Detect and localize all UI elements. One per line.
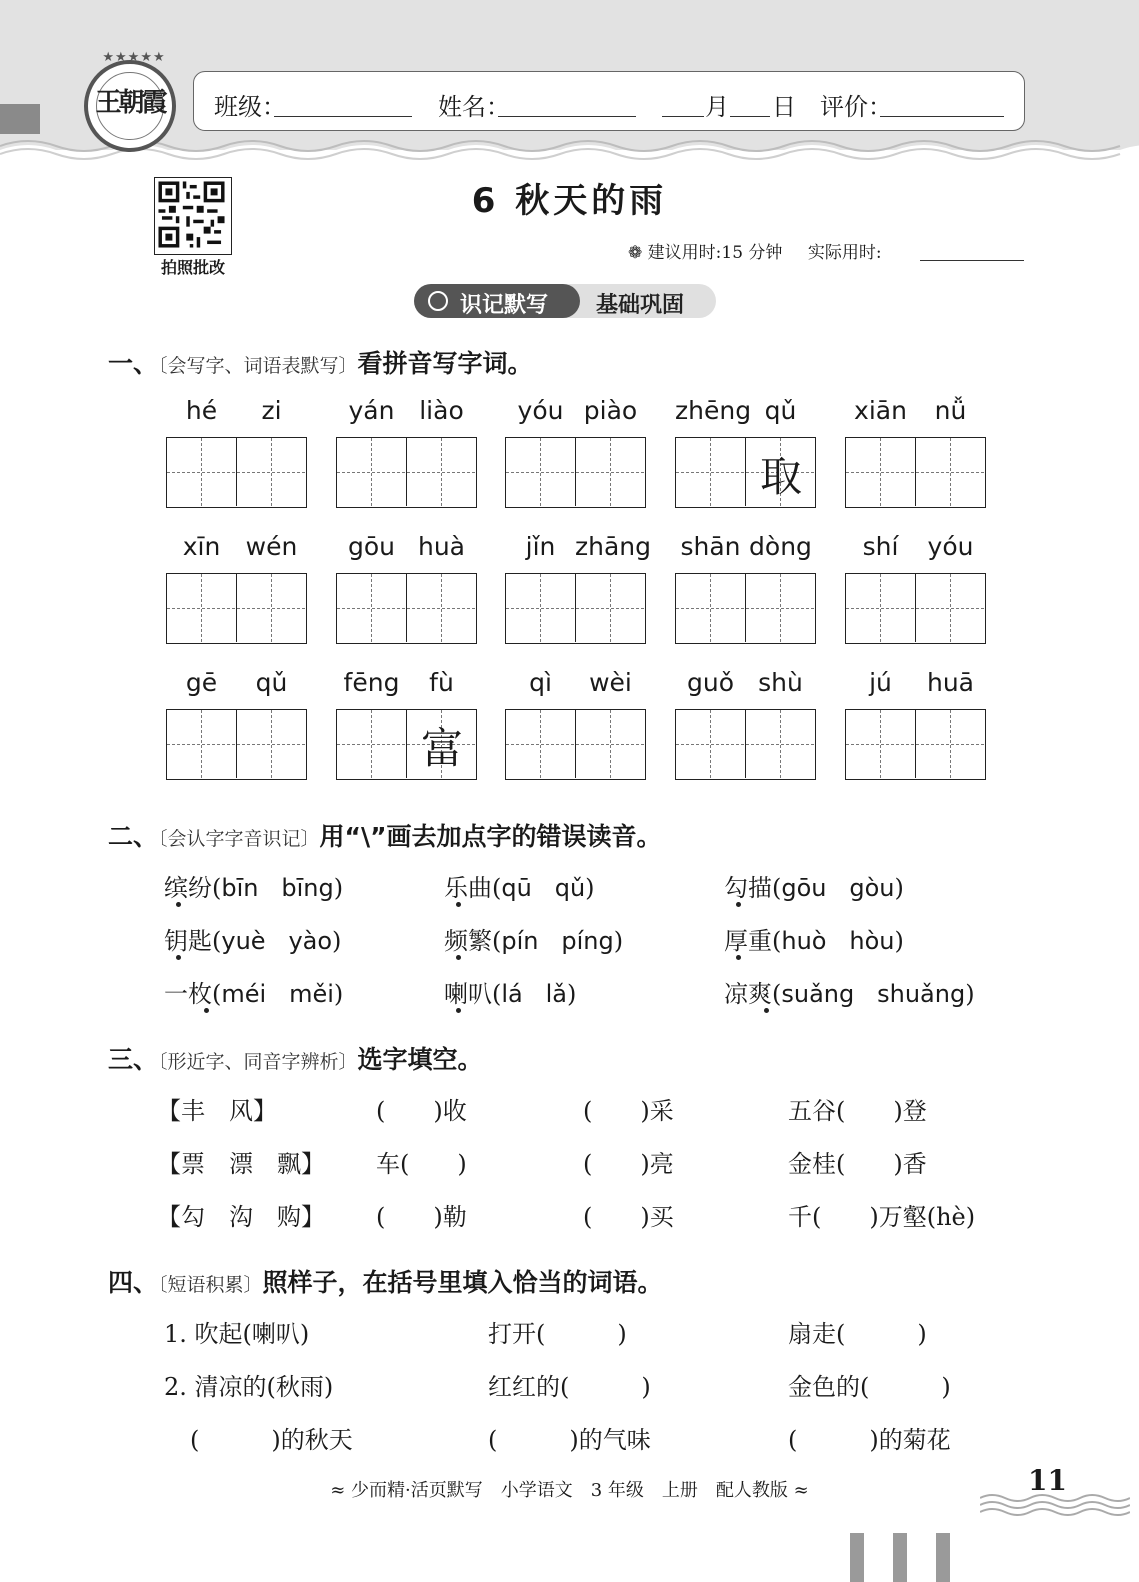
pronunciation-item — [724, 921, 904, 956]
pinyin-syllable: liào — [419, 396, 464, 425]
word-text: 缤纷( — [164, 874, 222, 902]
pinyin-syllable: huā — [926, 668, 974, 697]
pinyin-options[interactable]: bīn bīng — [221, 874, 334, 902]
pinyin-syllable: qì — [529, 668, 552, 697]
pinyin-syllable: gē — [185, 668, 218, 697]
pinyin-syllable: fēng — [343, 668, 400, 697]
box-character: 富 — [420, 724, 463, 773]
phrase-blank-item[interactable]: 打开( ) — [488, 1320, 627, 1348]
pinyin-syllable: jú — [869, 668, 892, 697]
word-text: 喇叭( — [444, 980, 502, 1008]
class-label: 班级： — [214, 93, 286, 121]
phrase-blank-item[interactable]: ( )的秋天 — [190, 1426, 353, 1454]
word-text: 频繁( — [444, 927, 502, 955]
pronunciation-item — [444, 868, 595, 903]
fill-blank-item[interactable]: ( )买 — [583, 1203, 674, 1231]
question-4-number: 四、 — [108, 1268, 159, 1297]
left-edge-marker — [0, 104, 40, 134]
box-guide-line — [676, 608, 814, 609]
tianzige-writing-box[interactable] — [505, 709, 646, 780]
tianzige-writing-box[interactable] — [166, 709, 307, 780]
medal-icon — [428, 291, 448, 311]
emphasis-dot — [204, 1008, 209, 1013]
lesson-title: 6 秋天的雨 — [471, 181, 668, 221]
name-field[interactable] — [498, 116, 636, 117]
tianzige-writing-box[interactable] — [166, 573, 307, 644]
box-guide-line — [167, 472, 305, 473]
page-number: 11 — [1028, 1464, 1067, 1497]
pronunciation-item — [164, 868, 343, 903]
fill-blank-item[interactable]: 金桂( )香 — [788, 1150, 927, 1178]
month-label: 月 — [705, 93, 729, 121]
tianzige-writing-box[interactable] — [675, 437, 816, 508]
pinyin-options[interactable]: qū qǔ — [501, 874, 586, 902]
pronunciation-item — [164, 921, 341, 956]
emphasis-dot — [456, 1008, 461, 1013]
footer-wave-decoration — [980, 1490, 1130, 1520]
month-field[interactable] — [662, 116, 704, 117]
phrase-blank-item[interactable]: ( )的气味 — [488, 1426, 651, 1454]
question-4-tag: 〔短语积累〕 — [158, 1274, 263, 1296]
emphasis-dot — [764, 1008, 769, 1013]
pinyin-syllable: guǒ — [686, 668, 734, 697]
question-4-text: 照样子，在括号里填入恰当的词语。 — [262, 1268, 663, 1297]
closing-paren: ) — [585, 874, 595, 902]
pronunciation-item — [724, 974, 975, 1009]
day-label: 日 — [772, 93, 796, 121]
closing-paren: ) — [965, 980, 975, 1008]
box-guide-line — [167, 608, 305, 609]
pinyin-syllable: wén — [245, 532, 298, 561]
emphasis-dot — [456, 955, 461, 960]
emphasis-dot — [736, 902, 741, 907]
question-1-text: 看拼音写字词。 — [357, 349, 533, 378]
tianzige-writing-box[interactable] — [336, 573, 477, 644]
seal-stars: ★★★★★ — [102, 50, 166, 65]
actual-time-field[interactable] — [920, 260, 1024, 261]
question-3-number: 三、 — [108, 1045, 159, 1074]
pinyin-syllable: fù — [429, 668, 454, 697]
brand-seal-logo — [84, 50, 176, 152]
pinyin-syllable: shān — [680, 532, 741, 561]
closing-paren: ) — [894, 874, 904, 902]
tianzige-writing-box[interactable] — [845, 709, 986, 780]
box-guide-line — [846, 744, 984, 745]
pinyin-options[interactable]: lá lǎ — [501, 980, 568, 1008]
day-field[interactable] — [730, 116, 770, 117]
box-guide-line — [337, 608, 475, 609]
tianzige-writing-box[interactable] — [675, 709, 816, 780]
class-field[interactable] — [274, 116, 412, 117]
question-3-text: 选字填空。 — [357, 1045, 483, 1074]
example-phrase: 1. 吹起(喇叭) — [164, 1320, 310, 1348]
section-pill-dark-label: 识记默写 — [460, 293, 549, 318]
closing-paren: ) — [332, 927, 342, 955]
pinyin-syllable: dòng — [749, 532, 812, 561]
phrase-blank-item[interactable]: 金色的( ) — [788, 1373, 951, 1401]
closing-paren: ) — [333, 980, 344, 1008]
evaluation-label: 评价： — [820, 93, 892, 121]
fill-blank-item[interactable]: ( )勒 — [376, 1203, 467, 1231]
pinyin-syllable: xiān — [854, 396, 907, 425]
character-choice-group: 【勾 沟 购】 — [157, 1203, 325, 1231]
box-character: 取 — [759, 452, 802, 501]
question-2-tag: 〔会认字字音识记〕 — [158, 828, 320, 850]
section-pill — [414, 284, 716, 318]
pinyin-syllable: zhāng — [575, 532, 652, 561]
word-text: 勾描( — [724, 874, 782, 902]
question-4-heading — [108, 1263, 663, 1299]
evaluation-field[interactable] — [880, 116, 1004, 117]
question-2-text: 用“\”画去加点字的错误读音。 — [319, 822, 662, 851]
pinyin-syllable: hé — [185, 396, 218, 425]
example-phrase: 2. 清凉的(秋雨) — [164, 1373, 334, 1401]
pinyin-options[interactable]: huò hòu — [781, 927, 895, 955]
emphasis-dot — [736, 955, 741, 960]
character-choice-group: 【票 漂 飘】 — [157, 1150, 325, 1178]
tianzige-writing-box[interactable] — [505, 573, 646, 644]
tianzige-writing-box[interactable] — [166, 437, 307, 508]
tianzige-writing-box[interactable] — [845, 573, 986, 644]
pinyin-options[interactable]: suǎng shuǎng — [781, 980, 966, 1008]
fill-blank-item[interactable]: ( )采 — [583, 1097, 674, 1125]
tianzige-writing-box[interactable] — [336, 437, 477, 508]
word-text: 钥匙( — [164, 927, 222, 955]
section-pill-light-label: 基础巩固 — [596, 293, 685, 318]
pinyin-syllable: shù — [758, 668, 803, 697]
pinyin-syllable: gōu — [347, 532, 395, 561]
tianzige-writing-box[interactable] — [336, 709, 477, 780]
pinyin-syllable: yóu — [927, 532, 974, 561]
footer-bar — [850, 1533, 864, 1582]
tianzige-writing-box[interactable] — [675, 573, 816, 644]
pronunciation-item — [164, 974, 343, 1009]
question-3-tag: 〔形近字、同音字辨析〕 — [158, 1051, 358, 1073]
actual-time-label: 实际用时: — [807, 243, 882, 263]
question-2-number: 二、 — [108, 822, 159, 851]
box-guide-line — [676, 744, 814, 745]
question-2-heading — [108, 817, 662, 853]
question-1-number: 一、 — [108, 349, 159, 378]
character-choice-group: 【丰 风】 — [157, 1097, 277, 1125]
box-guide-line — [846, 472, 984, 473]
fill-blank-item[interactable]: 车( ) — [376, 1150, 467, 1178]
box-guide-line — [506, 744, 644, 745]
question-1-heading — [108, 344, 533, 380]
word-text: 一枚( — [164, 980, 222, 1008]
suggested-time: ❁ 建议用时:15 分钟 — [628, 243, 783, 263]
pinyin-syllable: yóu — [517, 396, 564, 425]
pinyin-syllable: yán — [348, 396, 395, 425]
phrase-blank-item[interactable]: 扇走( ) — [788, 1320, 927, 1348]
pronunciation-item — [724, 868, 904, 903]
qr-label: 拍照批改 — [160, 258, 225, 277]
question-1-tag: 〔会写字、词语表默写〕 — [158, 355, 358, 377]
pinyin-syllable: qǔ — [255, 668, 288, 697]
word-text: 凉爽( — [724, 980, 782, 1008]
pinyin-syllable: xīn — [182, 532, 221, 561]
pinyin-syllable: huà — [417, 532, 465, 561]
pinyin-syllable: jǐn — [525, 532, 556, 561]
fill-blank-item[interactable]: 千( )万壑(hè) — [788, 1203, 976, 1231]
emphasis-dot — [176, 902, 181, 907]
box-guide-line — [167, 744, 305, 745]
word-text: 乐曲( — [444, 874, 502, 902]
question-3-heading — [108, 1040, 483, 1076]
phrase-blank-item[interactable]: 红红的( ) — [488, 1373, 651, 1401]
pinyin-options[interactable]: pín píng — [501, 927, 614, 955]
closing-paren: ) — [613, 927, 624, 955]
pinyin-syllable: nǚ — [934, 396, 967, 425]
fill-blank-item[interactable]: ( )收 — [376, 1097, 467, 1125]
closing-paren: ) — [567, 980, 577, 1008]
fill-blank-item[interactable]: 五谷( )登 — [788, 1097, 927, 1125]
header-wave-decoration — [0, 138, 1139, 168]
box-guide-line — [337, 472, 475, 473]
pinyin-options[interactable]: méi měi — [221, 980, 334, 1008]
closing-paren: ) — [894, 927, 904, 955]
pinyin-syllable: shí — [862, 532, 899, 561]
box-guide-line — [506, 472, 644, 473]
emphasis-dot — [176, 955, 181, 960]
tianzige-writing-box[interactable] — [845, 437, 986, 508]
pinyin-syllable: zhēng — [675, 396, 752, 425]
fill-blank-item[interactable]: ( )亮 — [583, 1150, 674, 1178]
student-info-box — [193, 71, 1025, 131]
pinyin-options[interactable]: yuè yào — [221, 927, 333, 955]
pinyin-syllable: zi — [261, 396, 282, 425]
emphasis-dot — [456, 902, 461, 907]
phrase-blank-item[interactable]: ( )的菊花 — [788, 1426, 951, 1454]
time-info — [628, 238, 882, 263]
pinyin-syllable: qǔ — [764, 396, 797, 425]
pronunciation-item — [444, 921, 623, 956]
pronunciation-item — [444, 974, 576, 1009]
closing-paren: ) — [333, 874, 344, 902]
pinyin-syllable: wèi — [589, 668, 632, 697]
footer-bar — [936, 1533, 950, 1582]
footer-bar — [893, 1533, 907, 1582]
box-guide-line — [846, 608, 984, 609]
section-pill-dark — [414, 284, 580, 318]
pinyin-syllable: piào — [583, 396, 638, 425]
pinyin-options[interactable]: gōu gòu — [781, 874, 895, 902]
footer-text: ≈ 少而精·活页默写 小学语文 3 年级 上册 配人教版 ≈ — [330, 1480, 809, 1501]
seal-text: 王朝霞 — [95, 88, 165, 118]
box-guide-line — [506, 608, 644, 609]
name-label: 姓名： — [438, 93, 510, 121]
word-text: 厚重( — [724, 927, 782, 955]
tianzige-writing-box[interactable] — [505, 437, 646, 508]
